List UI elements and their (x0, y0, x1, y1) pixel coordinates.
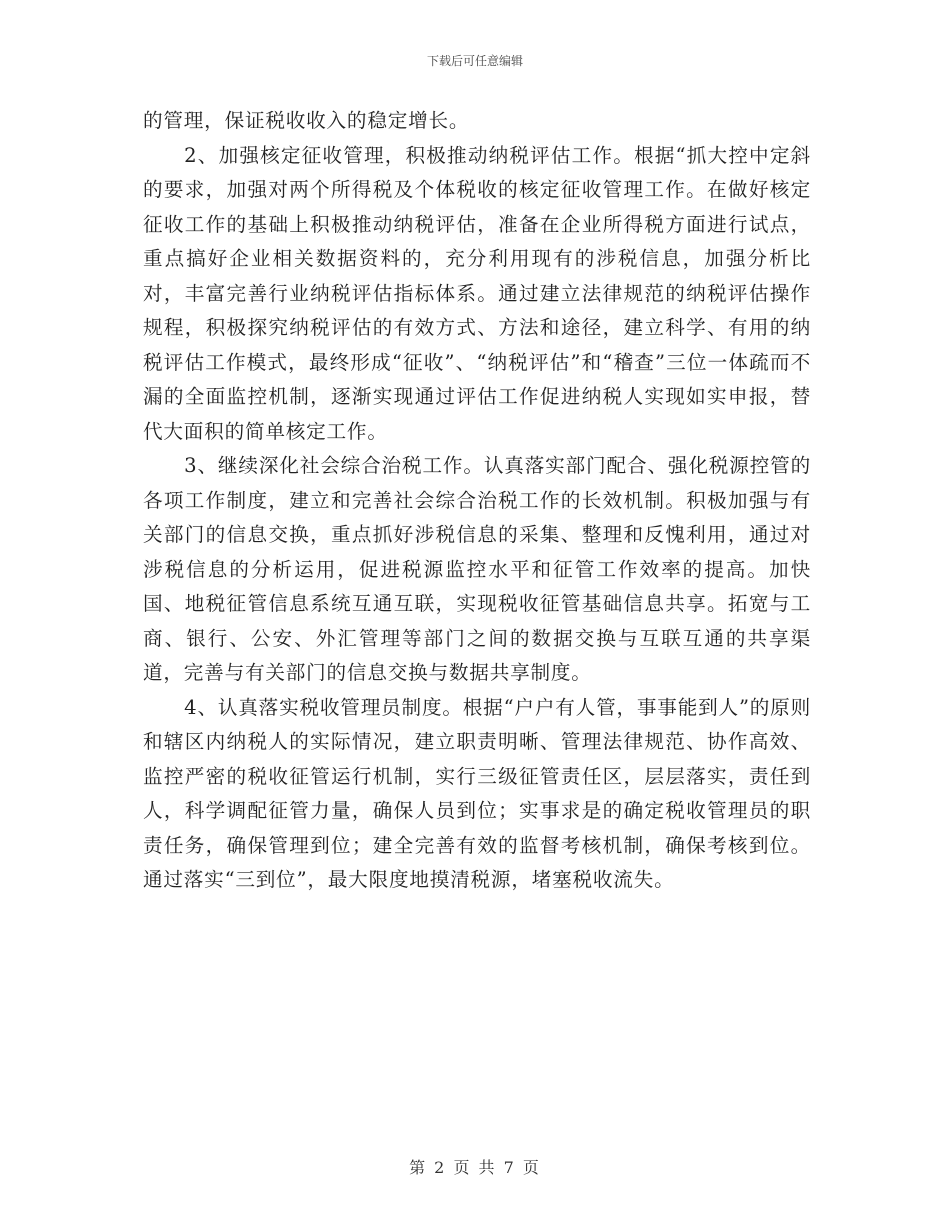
paragraph-item-2: 2、加强核定征收管理，积极推动纳税评估工作。根据“抓大控中定斜的要求，加强对两个所得税及个体税收的核定征收管理工作。在做好核定征收工作的基础上积极推动纳税评估，准备在企业所得税方面进行试点，重点搞好企业相关数据资料的，充分利用现有的涉税信息，加强分析比对，丰富完善行业纳税评估指标体系。通过建立法律规范的纳税评估操作规程，积极探究纳税评估的有效方式、方法和途径，建立科学、有用的纳税评估工作模式，最终形成“征收”、“纳税评估”和“稽查”三位一体疏而不漏的全面监控机制，逐渐实现通过评估工作促进纳税人实现如实申报，替代大面积的简单核定工作。 (143, 143, 811, 443)
page-footer: 第 2 页 共 7 页 (409, 1158, 541, 1177)
page-header: 下载后可任意编辑 (426, 54, 523, 68)
paragraph-item-4: 4、认真落实税收管理员制度。根据“户户有人管，事事能到人”的原则和辖区内纳税人的实际情况，建立职责明晰、管理法律规范、协作高效、监控严密的税收征管运行机制，实行三级征管责任区，层层落实，责任到人，科学调配征管力量，确保人员到位；实事求是的确定税收管理员的职责任务，确保管理到位；建全完善有效的监督考核机制，确保考核到位。通过落实“三到位”，最大限度地摸清税源，堵塞税收流失。 (143, 695, 811, 891)
paragraph-continuation: 的管理，保证税收收入的稳定增长。 (143, 109, 470, 132)
document-body (143, 104, 811, 898)
paragraph-item-3: 3、继续深化社会综合治税工作。认真落实部门配合、强化税源控管的各项工作制度，建立和完善社会综合治税工作的长效机制。积极加强与有关部门的信息交换，重点抓好涉税信息的采集、整理和反愧利用，通过对涉税信息的分析运用，促进税源监控水平和征管工作效率的提高。加快国、地税征管信息系统互通互联，实现税收征管基础信息共享。拓宽与工商、银行、公安、外汇管理等部门之间的数据交换与互联互通的共享渠道，完善与有关部门的信息交换与数据共享制度。 (143, 454, 811, 684)
